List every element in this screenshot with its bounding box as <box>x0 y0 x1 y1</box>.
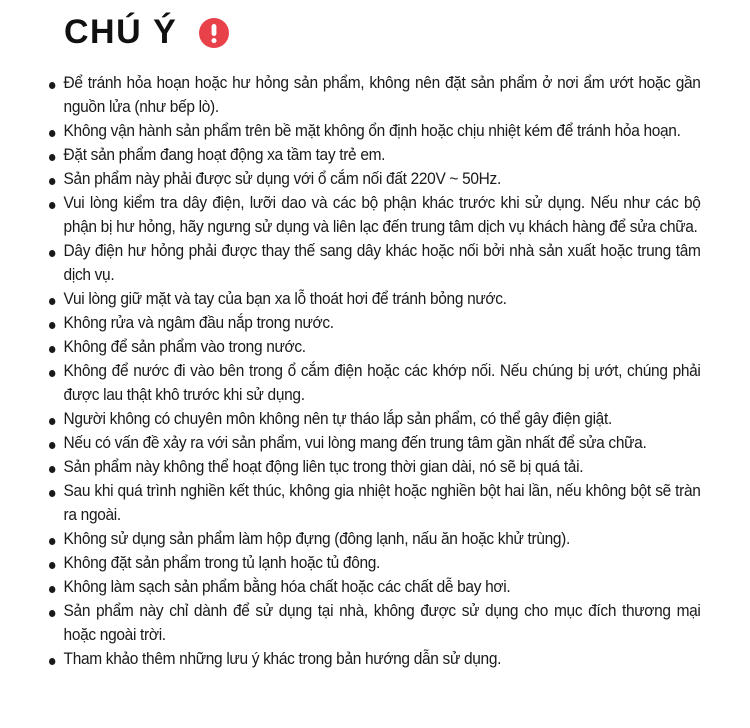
exclamation-circle-icon <box>199 18 229 48</box>
list-item: Người không có chuyên môn không nên tự tháo lắp sản phẩm, có thể gây điện giật. <box>49 407 701 431</box>
list-item: Tham khảo thêm những lưu ý khác trong bản hướng dẫn sử dụng. <box>49 647 701 671</box>
list-item: Sau khi quá trình nghiền kết thúc, không gia nhiệt hoặc nghiền bột hai lần, nếu không bột sẽ tràn ra ngoài. <box>49 479 701 527</box>
list-item: Không để nước đi vào bên trong ổ cắm điện hoặc các khớp nối. Nếu chúng bị ướt, chúng phải được lau thật khô trước khi sử dụng. <box>49 359 701 407</box>
list-item: Đặt sản phẩm đang hoạt động xa tầm tay trẻ em. <box>49 143 701 167</box>
list-item: Dây điện hư hỏng phải được thay thế sang dây khác hoặc nối bởi nhà sản xuất hoặc trung tâm dịch vụ. <box>49 239 701 287</box>
list-item: Không rửa và ngâm đầu nắp trong nước. <box>49 311 701 335</box>
list-item: Sản phẩm này phải được sử dụng với ổ cắm nối đất 220V ~ 50Hz. <box>49 167 701 191</box>
list-item: Không để sản phẩm vào trong nước. <box>49 335 701 359</box>
list-item: Vui lòng giữ mặt và tay của bạn xa lỗ thoát hơi để tránh bỏng nước. <box>49 287 701 311</box>
page-title: CHÚ Ý <box>64 13 178 51</box>
list-item: Sản phẩm này không thể hoạt động liên tục trong thời gian dài, nó sẽ bị quá tải. <box>49 455 701 479</box>
caution-header <box>64 8 229 56</box>
list-item: Vui lòng kiểm tra dây điện, lưỡi dao và các bộ phận khác trước khi sử dụng. Nếu như các bộ phận bị hư hỏng, hãy ngưng sử dụng và liên lạc đến trung tâm dịch vụ khách hàng để sửa chữa. <box>49 191 701 239</box>
list-item: Không sử dụng sản phẩm làm hộp đựng (đông lạnh, nấu ăn hoặc khử trùng). <box>49 527 701 551</box>
list-item: Để tránh hỏa hoạn hoặc hư hỏng sản phẩm, không nên đặt sản phẩm ở nơi ẩm ướt hoặc gần nguồn lửa (như bếp lò). <box>49 71 701 119</box>
caution-list <box>49 71 701 671</box>
list-item: Không làm sạch sản phẩm bằng hóa chất hoặc các chất dễ bay hơi. <box>49 575 701 599</box>
list-item: Không đặt sản phẩm trong tủ lạnh hoặc tủ đông. <box>49 551 701 575</box>
list-item: Nếu có vấn đề xảy ra với sản phẩm, vui lòng mang đến trung tâm gần nhất để sửa chữa. <box>49 431 701 455</box>
list-item: Không vận hành sản phẩm trên bề mặt không ổn định hoặc chịu nhiệt kém để tránh hỏa hoạn. <box>49 119 701 143</box>
list-item: Sản phẩm này chỉ dành để sử dụng tại nhà, không được sử dụng cho mục đích thương mại hoặc ngoài trời. <box>49 599 701 647</box>
